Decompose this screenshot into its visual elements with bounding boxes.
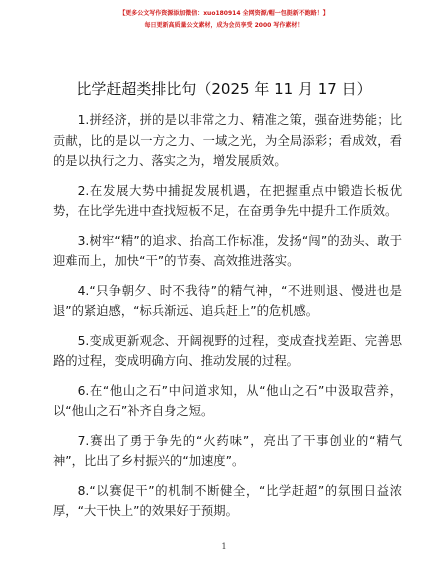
- paragraph-5: 5.变成更新观念、开阔视野的过程，变成查找差距、完善思路的过程，变成明确方向、推动发展的过程。: [53, 333, 402, 368]
- page-number: 1: [221, 542, 227, 551]
- promo-banner: [0, 8, 448, 32]
- paragraph-6: 6.在“他山之石”中问道求知，从“他山之石”中汲取营养，以“他山之石”补齐自身之短。: [53, 383, 402, 418]
- document-body: [53, 110, 402, 531]
- paragraph-7: 7.赛出了勇于争先的“火药味”，亮出了干事创业的“精气神”，比出了乡村振兴的“加速度”。: [53, 433, 402, 468]
- document-title: 比学赶超类排比句（2025 年 11 月 17 日）: [76, 80, 372, 98]
- paragraph-3: 3.树牢“精”的追求、抬高工作标准，发扬“闯”的劲头、敢于迎难而上，加快“干”的节奏、高效推进落实。: [53, 233, 402, 268]
- paragraph-4: 4.“只争朝夕、时不我待”的精气神，“不进则退、慢进也是退”的紧迫感，“标兵渐远、追兵赶上”的危机感。: [53, 283, 402, 318]
- paragraph-2: 2.在发展大势中捕捉发展机遇，在把握重点中锻造长板优势，在比学先进中查找短板不足，在奋勇争先中提升工作质效。: [53, 183, 402, 218]
- promo-line-1: 【更多公文写作资源添加微信：xuo180914 全网资源/帽一包挺新不跑路！】: [119, 10, 329, 17]
- promo-line-2: 每日更新高质量公文素材，成为会员享受 2000 写作素材！: [144, 22, 304, 29]
- paragraph-1: 1.拼经济，拼的是以非常之力、精准之策，强奋进势能；比贡献，比的是以一方之力、一域之光，为全局添彩；看成效，看的是以执行之力、落实之为，增发展质效。: [53, 113, 402, 168]
- paragraph-8: 8.“以赛促干”的机制不断健全，“比学赶超”的氛围日益浓厚，“大干快上”的效果好于预期。: [53, 483, 402, 518]
